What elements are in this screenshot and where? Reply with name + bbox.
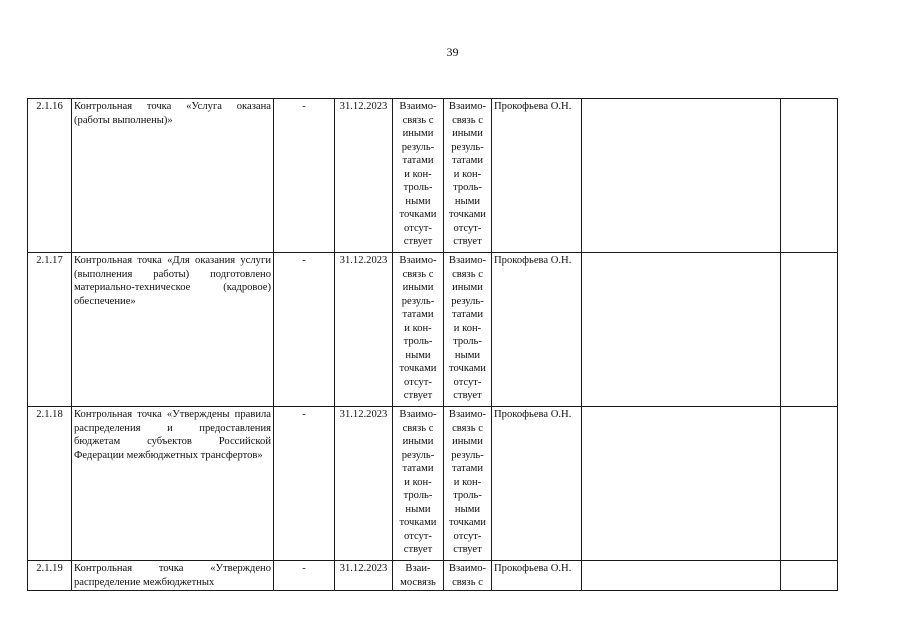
empty-cell: [781, 253, 838, 407]
relation-line: и кон-: [453, 168, 482, 180]
row-description: Контрольная точка «Утверждены правила распределения и предоставления бюджетам субъектов Российской Федерации межбюджетных трансфертов»: [72, 407, 274, 561]
relation-line: Взаимо-: [448, 409, 487, 420]
relation-line: иными: [402, 282, 434, 293]
relation-cell-a: [393, 99, 444, 253]
responsible-person: Прокофьева О.Н.: [492, 99, 582, 253]
relation-line: ными: [405, 349, 431, 361]
row-number: 2.1.16: [28, 99, 72, 253]
relation-line: татами: [402, 463, 434, 474]
relation-line: Взаимо-: [448, 563, 487, 574]
row-number: 2.1.17: [28, 253, 72, 407]
relation-line: иными: [452, 436, 483, 447]
relation-line: ствует: [453, 390, 482, 401]
empty-cell: [582, 561, 781, 591]
relation-line: точками: [399, 209, 437, 220]
row-description: Контрольная точка «Утверждено распределение межбюджетных: [72, 561, 274, 591]
row-date: 31.12.2023: [335, 253, 393, 407]
relation-line: Взаимо-: [399, 409, 437, 420]
relation-line: отсут-: [404, 376, 432, 388]
relation-line: троль-: [403, 490, 433, 501]
relation-line: Взаи-: [405, 563, 431, 574]
row-date: 31.12.2023: [335, 561, 393, 591]
relation-line: ствует: [403, 544, 433, 555]
relation-line: мосвязь: [400, 576, 436, 588]
relation-cell-a: [393, 253, 444, 407]
relation-line: связь с: [452, 576, 483, 588]
relation-line: ными: [454, 349, 481, 361]
row-number: 2.1.18: [28, 407, 72, 561]
relation-cell-b: [444, 99, 492, 253]
relation-cell-a: [393, 561, 444, 591]
relation-line: ными: [405, 503, 431, 515]
relation-line: и кон-: [453, 322, 482, 334]
relation-line: связь с: [452, 268, 483, 280]
relation-line: татами: [451, 463, 484, 474]
relation-cell-b: [444, 561, 492, 591]
relation-line: резуль-: [451, 449, 484, 461]
relation-line: отсут-: [453, 530, 482, 542]
row-date: 31.12.2023: [335, 99, 393, 253]
relation-line: и кон-: [404, 168, 432, 180]
relation-line: ными: [454, 503, 481, 515]
relation-cell-a: [393, 407, 444, 561]
relation-line: связь с: [402, 114, 434, 126]
relation-line: Взаимо-: [448, 101, 487, 112]
empty-cell: [582, 253, 781, 407]
relation-cell-b: [444, 407, 492, 561]
relation-line: ствует: [453, 544, 482, 555]
table-row: [28, 561, 838, 591]
relation-line: точками: [399, 363, 437, 374]
relation-line: иными: [402, 436, 434, 447]
row-description: Контрольная точка «Для оказания услуги (выполнения работы) подготовлено материально-техническое (кадровое) обеспечение»: [72, 253, 274, 407]
relation-line: троль-: [453, 336, 482, 347]
relation-line: Взаимо-: [448, 255, 487, 266]
table-row: [28, 253, 838, 407]
relation-line: татами: [402, 309, 434, 320]
row-description: Контрольная точка «Услуга оказана (работы выполнены)»: [72, 99, 274, 253]
relation-line: татами: [451, 309, 484, 320]
relation-line: резуль-: [401, 449, 435, 461]
relation-line: ствует: [403, 236, 433, 247]
relation-line: резуль-: [401, 295, 435, 307]
relation-line: резуль-: [451, 295, 484, 307]
page-number: 39: [446, 45, 459, 59]
relation-line: и кон-: [453, 476, 482, 488]
row-number: 2.1.19: [28, 561, 72, 591]
relation-line: татами: [451, 155, 484, 166]
table-body: [28, 99, 838, 591]
relation-line: точками: [449, 517, 486, 528]
relation-line: резуль-: [401, 141, 435, 153]
responsible-person: Прокофьева О.Н.: [492, 561, 582, 591]
relation-line: ствует: [403, 390, 433, 401]
relation-line: троль-: [453, 490, 482, 501]
relation-line: резуль-: [451, 141, 484, 153]
relation-line: точками: [449, 363, 486, 374]
relation-line: ными: [454, 195, 481, 207]
row-dash: -: [274, 99, 335, 253]
responsible-person: Прокофьева О.Н.: [492, 253, 582, 407]
relation-line: связь с: [402, 268, 434, 280]
relation-line: и кон-: [404, 476, 432, 488]
relation-line: Взаимо-: [399, 255, 437, 266]
row-dash: -: [274, 253, 335, 407]
empty-cell: [781, 99, 838, 253]
control-points-table: [27, 98, 838, 591]
relation-line: связь с: [402, 422, 434, 434]
relation-line: отсут-: [453, 376, 482, 388]
relation-line: и кон-: [404, 322, 432, 334]
empty-cell: [582, 99, 781, 253]
relation-line: ствует: [453, 236, 482, 247]
table-row: [28, 407, 838, 561]
empty-cell: [781, 407, 838, 561]
table-row: [28, 99, 838, 253]
relation-cell-b: [444, 253, 492, 407]
empty-cell: [781, 561, 838, 591]
row-dash: -: [274, 561, 335, 591]
relation-line: Взаимо-: [399, 101, 437, 112]
relation-line: отсут-: [453, 222, 482, 234]
relation-line: ными: [405, 195, 431, 207]
relation-line: троль-: [403, 336, 433, 347]
relation-line: точками: [399, 517, 437, 528]
relation-line: связь с: [452, 114, 483, 126]
relation-line: троль-: [453, 182, 482, 193]
relation-line: иными: [402, 128, 434, 139]
relation-line: иными: [452, 282, 483, 293]
relation-line: иными: [452, 128, 483, 139]
empty-cell: [582, 407, 781, 561]
relation-line: отсут-: [404, 530, 432, 542]
relation-line: связь с: [452, 422, 483, 434]
row-dash: -: [274, 407, 335, 561]
relation-line: отсут-: [404, 222, 432, 234]
relation-line: татами: [402, 155, 434, 166]
relation-line: точками: [449, 209, 486, 220]
relation-line: троль-: [403, 182, 433, 193]
responsible-person: Прокофьева О.Н.: [492, 407, 582, 561]
row-date: 31.12.2023: [335, 407, 393, 561]
